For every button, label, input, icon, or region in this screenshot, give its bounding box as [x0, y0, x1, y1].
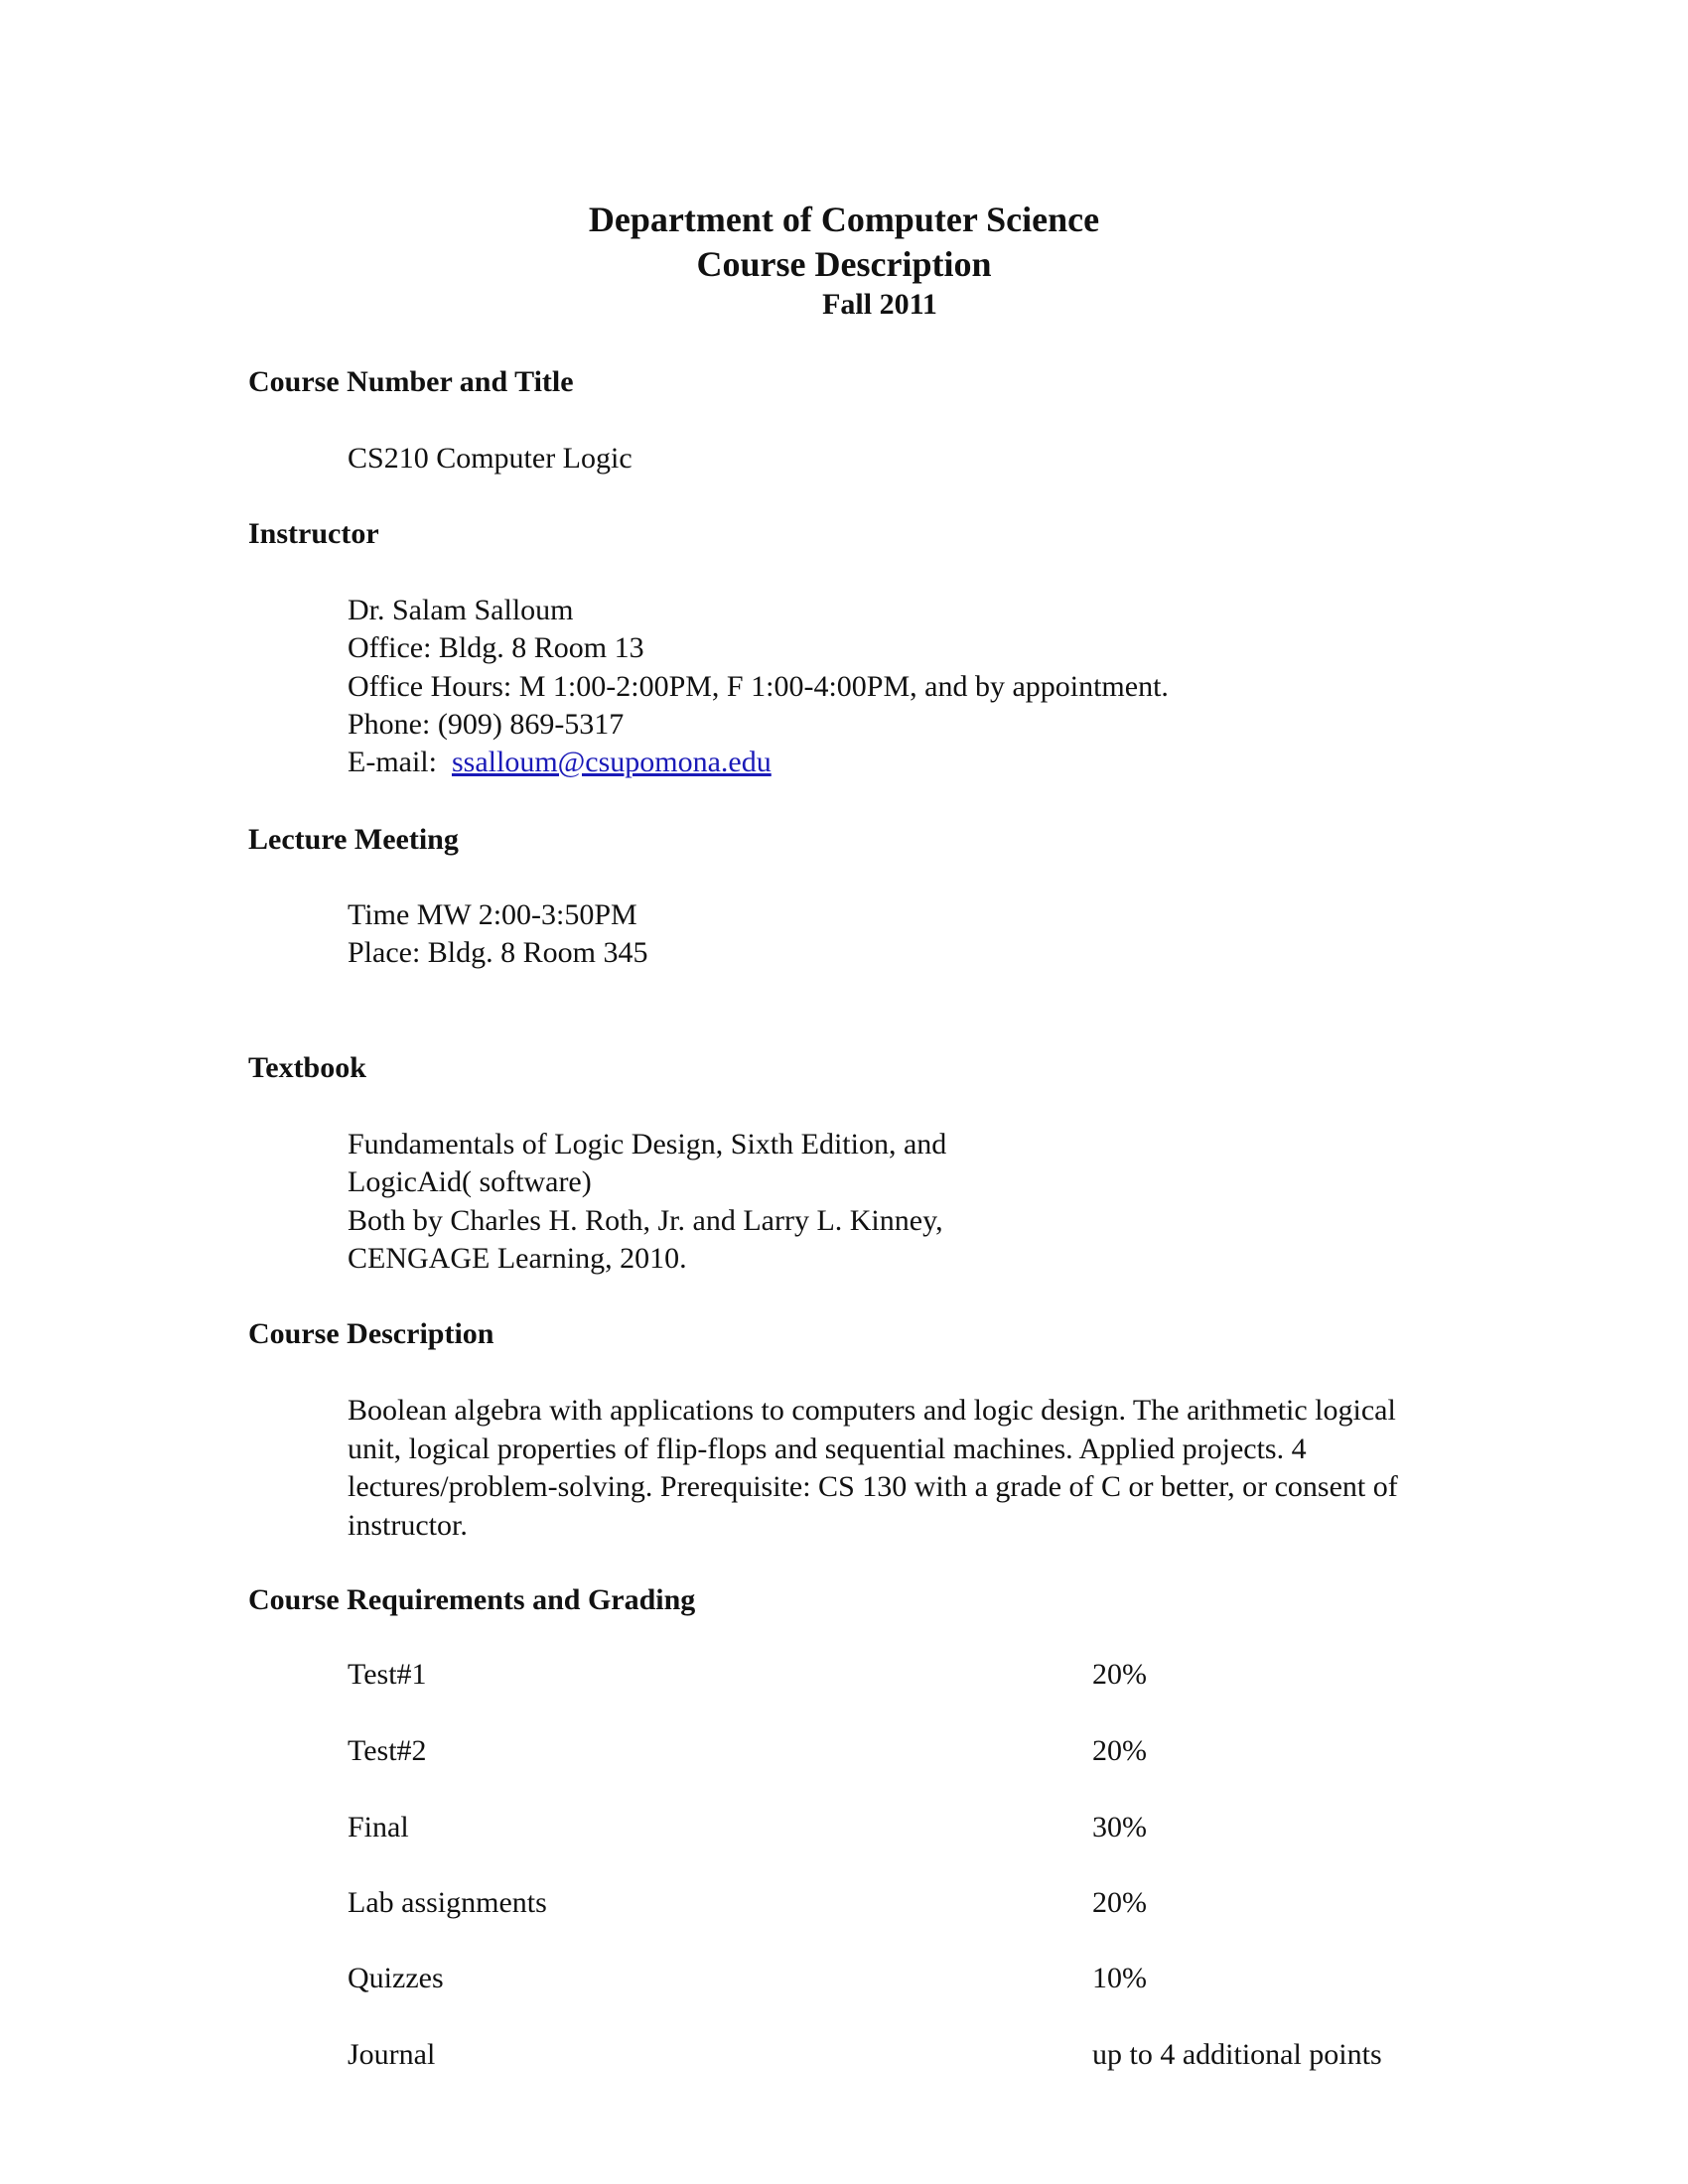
course-number-value: CS210 Computer Logic	[348, 442, 633, 475]
instructor-phone: Phone: (909) 869-5317	[348, 708, 625, 741]
grade-weight: 10%	[1092, 1962, 1147, 1994]
course-number-heading: Course Number and Title	[248, 365, 574, 398]
grade-item: Lab assignments	[348, 1886, 547, 1919]
grade-weight: 20%	[1092, 1658, 1147, 1691]
instructor-heading: Instructor	[248, 517, 379, 550]
grade-row	[348, 1811, 1489, 1850]
grade-item: Final	[348, 1811, 409, 1843]
grade-weight: 20%	[1092, 1734, 1147, 1767]
grade-row	[348, 1734, 1489, 1774]
description-heading: Course Description	[248, 1317, 494, 1350]
description-text: Boolean algebra with applications to computers and logic design. The arithmetic logical unit, logical properties of flip-flops and sequential machines. Applied projects. 4 lectures/problem-solving. Prerequisite: CS 130 with a grade of C or better, or consent of instructor.	[348, 1394, 1398, 1542]
grade-row	[348, 1886, 1489, 1926]
grade-row	[348, 2038, 1489, 2078]
grade-item: Journal	[348, 2038, 436, 2071]
grade-weight: up to 4 additional points	[1092, 2038, 1382, 2071]
grade-row	[348, 1658, 1489, 1698]
grade-weight: 30%	[1092, 1811, 1147, 1843]
email-link[interactable]: ssalloum@csupomona.edu	[451, 746, 772, 778]
grade-item: Test#2	[348, 1734, 427, 1767]
term-label: Fall 2011	[822, 288, 937, 321]
lecture-heading: Lecture Meeting	[248, 823, 459, 856]
department-title: Department of Computer Science	[588, 200, 1100, 239]
textbook-line: Fundamentals of Logic Design, Sixth Edition, and	[348, 1128, 947, 1160]
instructor-name: Dr. Salam Salloum	[348, 594, 574, 626]
grade-item: Test#1	[348, 1658, 427, 1691]
textbook-line: Both by Charles H. Roth, Jr. and Larry L. Kinney,	[348, 1204, 943, 1237]
textbook-line: LogicAid( software)	[348, 1165, 592, 1198]
grading-heading: Course Requirements and Grading	[248, 1583, 696, 1616]
instructor-office-hours: Office Hours: M 1:00-2:00PM, F 1:00-4:00PM, and by appointment.	[348, 670, 1169, 703]
grade-weight: 20%	[1092, 1886, 1147, 1919]
email-label: E-mail:	[348, 746, 437, 778]
instructor-email-line	[348, 744, 772, 781]
grade-item: Quizzes	[348, 1962, 444, 1994]
lecture-place: Place: Bldg. 8 Room 345	[348, 936, 648, 969]
textbook-heading: Textbook	[248, 1051, 366, 1084]
lecture-time: Time MW 2:00-3:50PM	[348, 898, 637, 931]
grade-row	[348, 1962, 1489, 2001]
document-title: Course Description	[696, 244, 992, 284]
instructor-office: Office: Bldg. 8 Room 13	[348, 631, 644, 664]
textbook-line: CENGAGE Learning, 2010.	[348, 1242, 687, 1275]
